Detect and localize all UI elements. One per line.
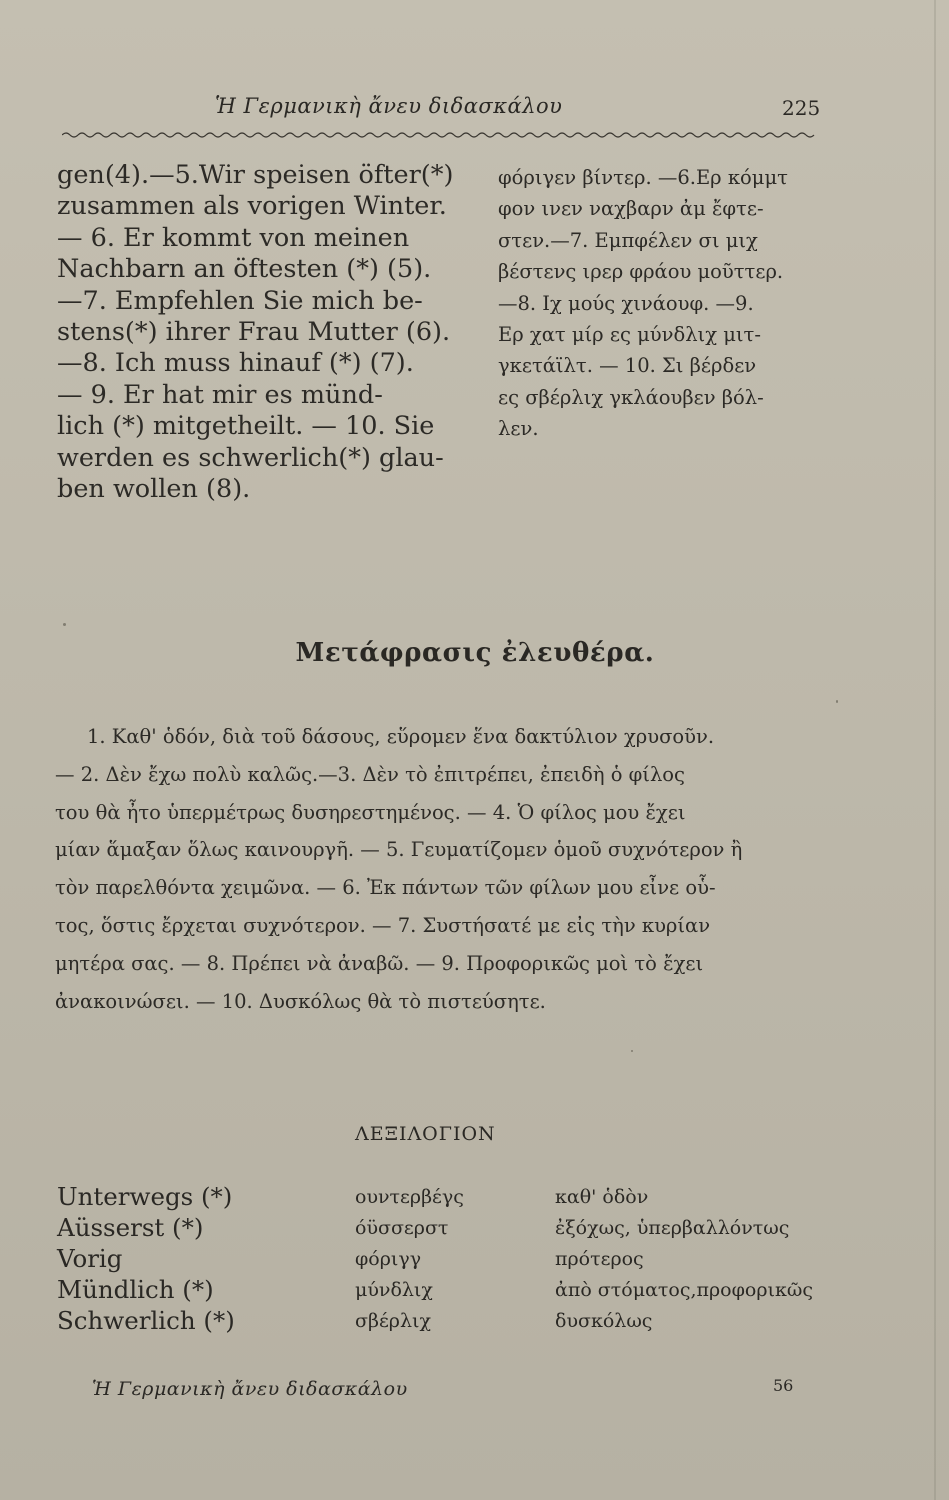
vocabulary-row [57, 1213, 847, 1244]
printer-signature-mark: 56 [773, 1376, 794, 1395]
paper-speck [836, 700, 838, 703]
german-line: —7. Empfehlen Sie mich be- [57, 285, 423, 316]
greek-line: —8. Ιχ μούς χινάουφ. —9. [498, 291, 754, 315]
vocabulary-table [57, 1182, 847, 1337]
vocab-german: Unterwegs (*) [57, 1182, 233, 1211]
german-line: lich (*) mitgetheilt. — 10. Sie [57, 411, 435, 442]
german-line: stens(*) ihrer Frau Mutter (6). [57, 317, 451, 348]
german-text-column [57, 160, 477, 505]
page-number: 225 [782, 96, 821, 120]
vocab-meaning: δυσκόλως [555, 1310, 653, 1332]
vocab-german: Vorig [57, 1244, 123, 1273]
german-line: werden es schwerlich(*) glau- [57, 442, 444, 473]
vocab-transliteration: σβέρλιχ [355, 1310, 431, 1332]
german-line: gen(4).—5.Wir speisen öfter(*) [57, 160, 454, 190]
translation-line: του θὰ ἦτο ὑπερμέτρως δυσηρεστημένος. — 4. Ὁ φίλος μου ἔχει [55, 800, 686, 824]
translation-line: — 2. Δὲν ἔχω πολὺ καλῶς.—3. Δὲν τὸ ἐπιτρέπει, ἐπειδὴ ὁ φίλος [55, 762, 685, 786]
translation-line: ἀνακοινώσει. — 10. Δυσκόλως θὰ τὸ πιστεύσητε. [55, 989, 546, 1013]
greek-line: στεν.—7. Εμπφέλεν σι μιχ [498, 228, 758, 252]
vocab-transliteration: ουντερβέγς [355, 1186, 464, 1208]
vocabulary-row [57, 1244, 847, 1275]
vocab-transliteration: φόριγγ [355, 1248, 422, 1270]
german-line: —8. Ich muss hinauf (*) (7). [57, 348, 414, 379]
translation-line: 1. Καθ' ὁδόν, διὰ τοῦ δάσους, εὕρομεν ἕνα δακτύλιον χρυσοῦν. [87, 725, 715, 748]
free-translation-paragraph [55, 718, 840, 1020]
greek-transliteration-column [498, 162, 828, 445]
vocab-transliteration: όϋσσερστ [355, 1217, 449, 1239]
vocab-german: Aüsserst (*) [57, 1213, 204, 1242]
german-line: — 9. Er hat mir es münd- [57, 379, 383, 410]
vocab-german: Schwerlich (*) [57, 1306, 235, 1335]
vocab-meaning: πρότερος [555, 1248, 644, 1270]
vocab-transliteration: μύνδλιχ [355, 1279, 433, 1301]
section-heading: Μετάφρασις ἐλευθέρα. [295, 638, 655, 668]
vocab-meaning: ἀπὸ στόματος,προφορικῶς [555, 1279, 813, 1301]
translation-line: τος, ὅστις ἔρχεται συχνότερον. — 7. Συστήσατέ με εἰς τὴν κυρίαν [55, 913, 711, 937]
greek-line: ες σβέρλιχ γκλάουβεν βόλ- [498, 385, 764, 409]
vocabulary-heading: ΛΕΞΙΛΟΓΙΟΝ [355, 1123, 496, 1145]
vocab-meaning: καθ' ὁδὸν [555, 1186, 649, 1208]
german-line: zusammen als vorigen Winter. [57, 191, 447, 222]
page-edge-shadow [934, 0, 936, 1500]
translation-line: τὸν παρελθόντα χειμῶνα. — 6. Ἐκ πάντων τῶν φίλων μου εἶνε οὗ- [55, 876, 716, 900]
greek-line: γκετάϊλτ. — 10. Σι βέρδεν [498, 354, 757, 378]
vocab-german: Mündlich (*) [57, 1275, 214, 1304]
header-wavy-rule [62, 128, 817, 142]
greek-line: φόριγεν βίντερ. —6.Ερ κόμμτ [498, 166, 788, 189]
greek-line: λεν. [498, 417, 539, 441]
german-line: ben wollen (8). [57, 474, 251, 505]
vocabulary-row [57, 1306, 847, 1337]
greek-line: φον ινεν ναχβαρν ἀμ ἔφτε- [498, 197, 764, 221]
german-line: Nachbarn an öftesten (*) (5). [57, 254, 432, 285]
vocab-meaning: ἐξόχως, ὑπερβαλλόντως [555, 1217, 790, 1239]
greek-line: Ερ χατ μίρ ες μύνδλιχ μιτ- [498, 323, 761, 347]
translation-line: μίαν ἅμαξαν ὅλως καινουργῆ. — 5. Γευματίζομεν ὁμοῦ συχνότερον ἢ [55, 838, 743, 862]
paper-speck [63, 623, 66, 626]
running-header-title: Ἡ Γερμανικὴ ἄνευ διδασκάλου [215, 94, 563, 118]
greek-line: βέστενς ιρερ φράου μοῦττερ. [498, 260, 784, 284]
german-line: — 6. Er kommt von meinen [57, 222, 410, 253]
paper-speck [631, 1050, 633, 1052]
vocabulary-row [57, 1182, 847, 1213]
vocabulary-row [57, 1275, 847, 1306]
footer-title: Ἡ Γερμανικὴ ἄνευ διδασκάλου [92, 1378, 408, 1400]
translation-line: μητέρα σας. — 8. Πρέπει νὰ ἀναβῶ. — 9. Προφορικῶς μοὶ τὸ ἔχει [55, 951, 704, 975]
